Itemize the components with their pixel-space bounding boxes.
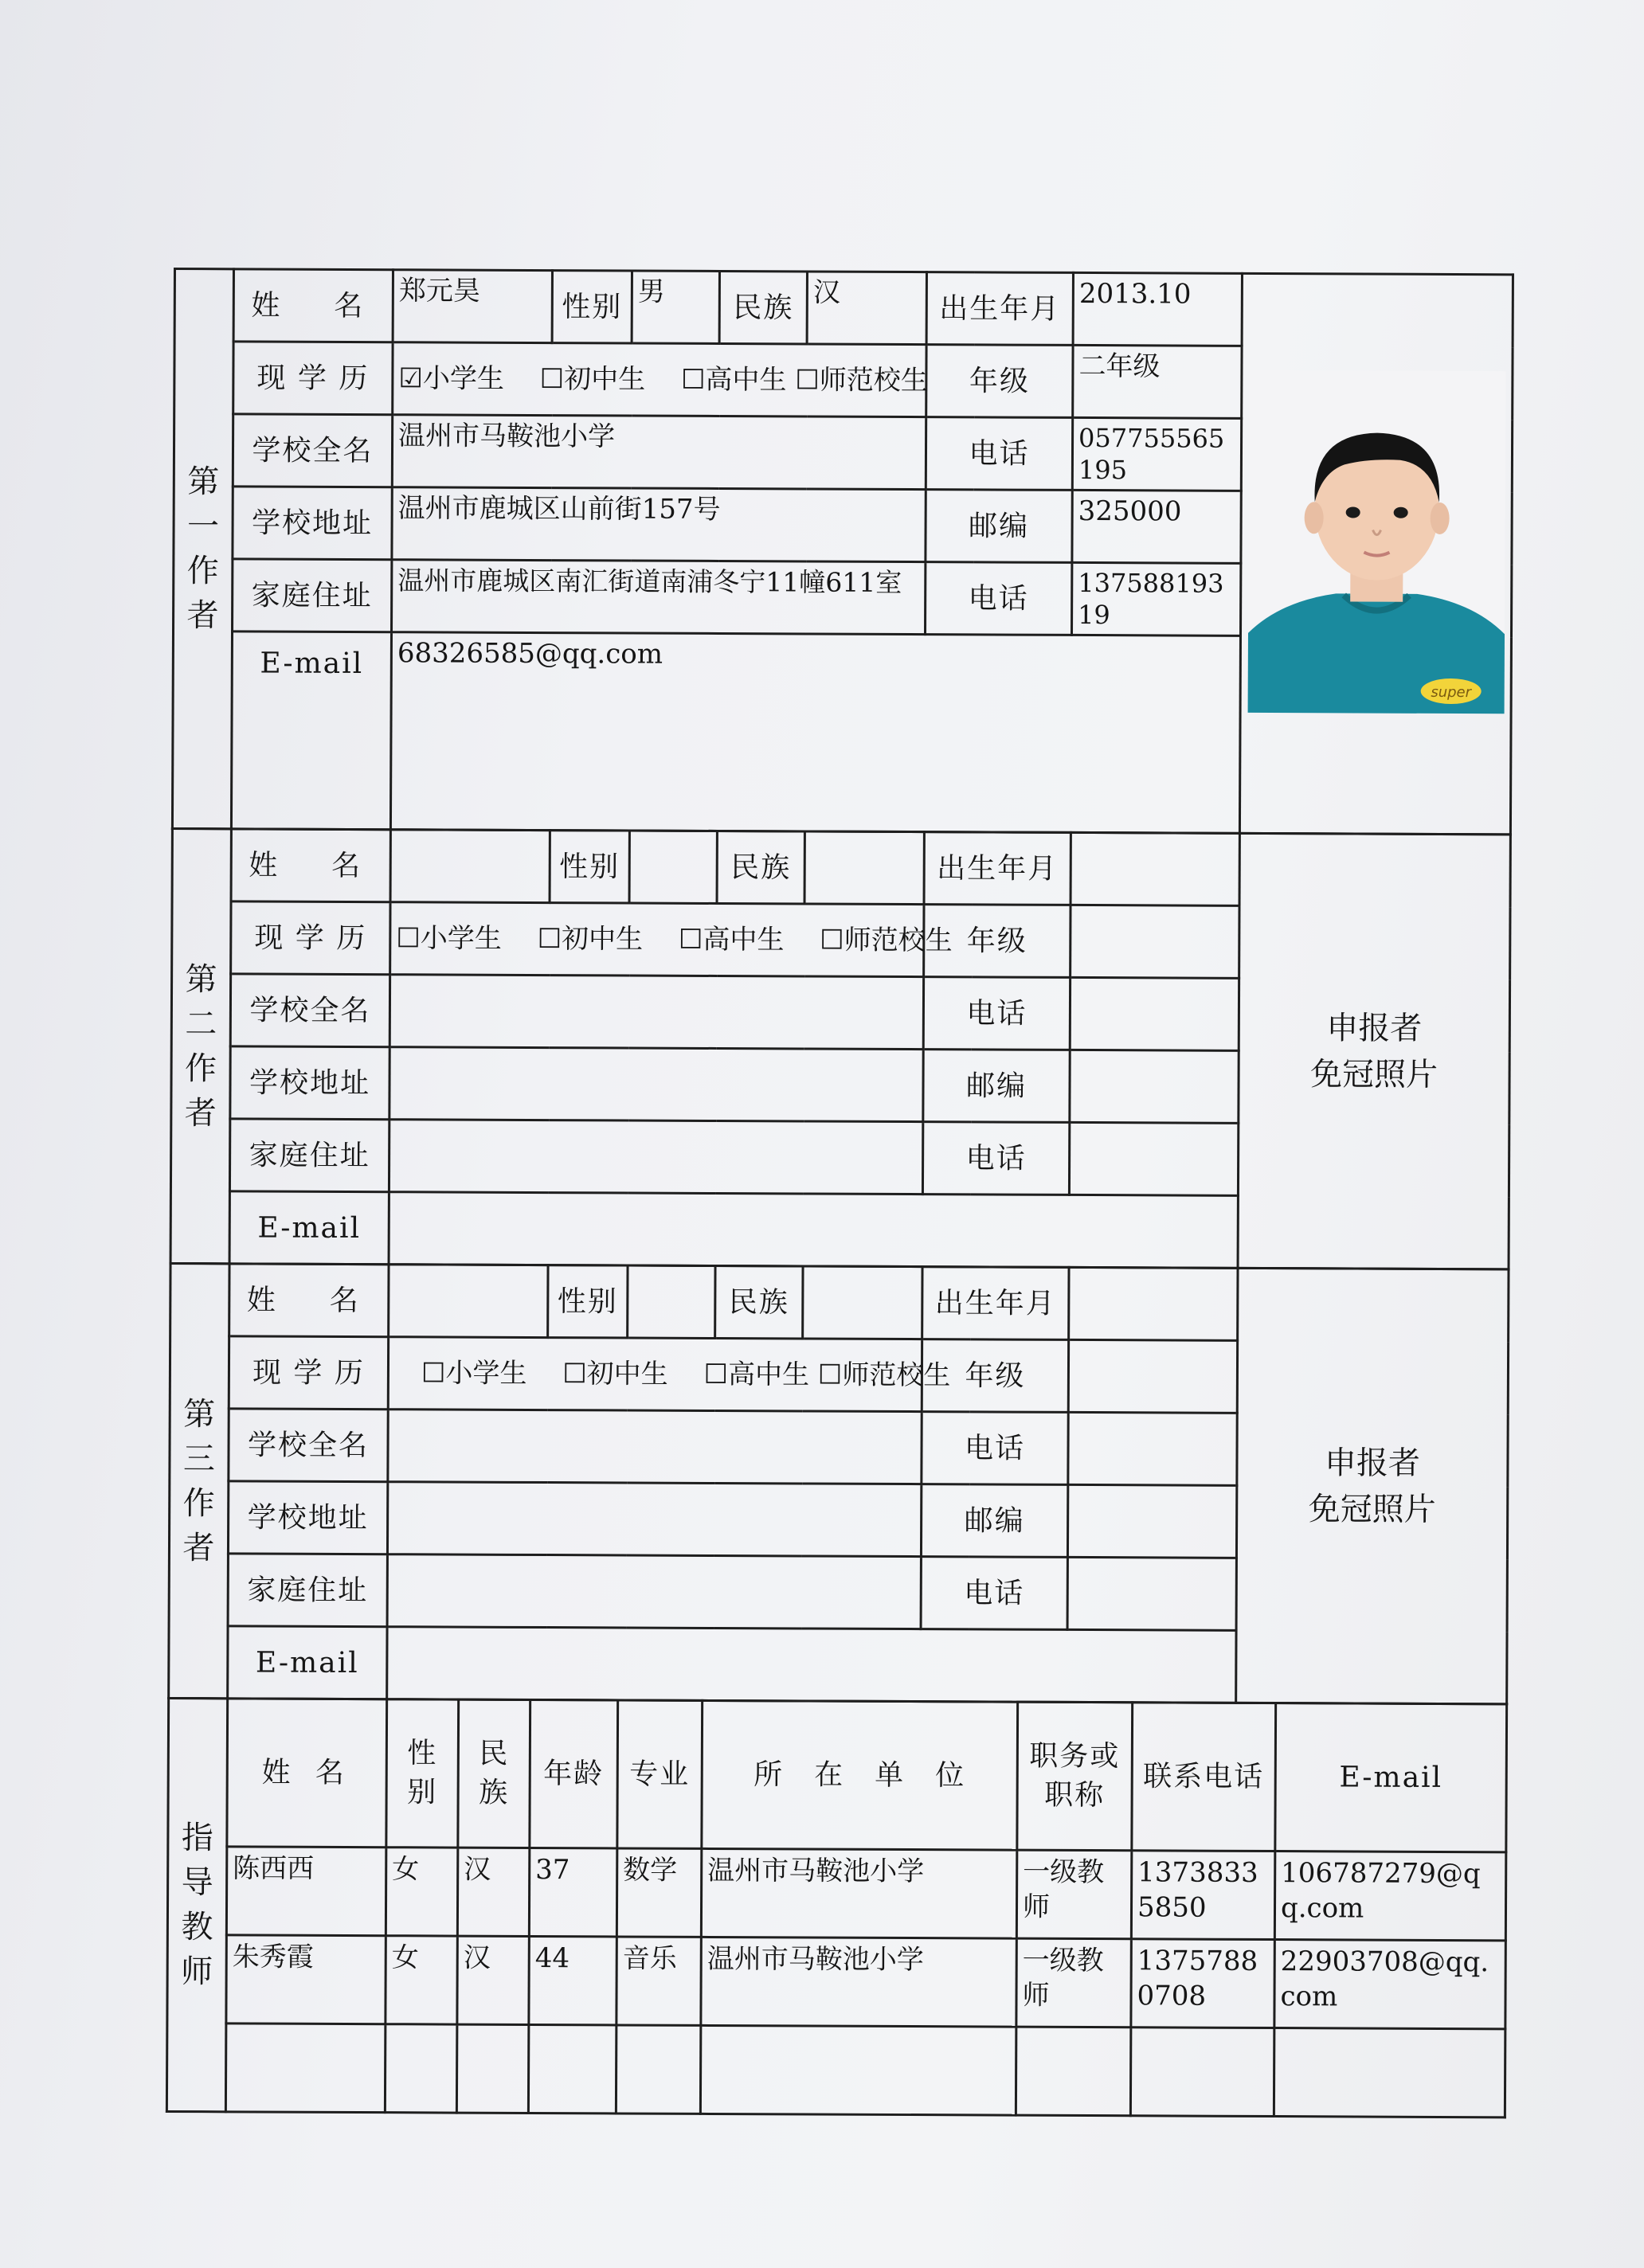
home-phone-value[interactable] (1067, 1557, 1236, 1630)
edu-checkbox-primary[interactable]: ☑小学生 (398, 362, 504, 395)
edu-options (390, 902, 953, 977)
teacher-ethnic[interactable] (456, 2024, 528, 2113)
zip-label: 邮编 (921, 1484, 1067, 1558)
edu-checkbox-junior[interactable]: ☐初中生 (539, 362, 646, 396)
ethnic-value[interactable] (804, 831, 924, 905)
email-value[interactable] (387, 1627, 1236, 1703)
home-address-value[interactable]: 温州市鹿城区南汇街道南浦冬宁11幢611室 (392, 560, 926, 635)
home-address-label: 家庭住址 (233, 559, 392, 632)
teacher-gender[interactable]: 女 (386, 1936, 457, 2024)
ethnic-value[interactable]: 汉 (807, 272, 926, 345)
email-label: E-mail (229, 1191, 389, 1265)
name-label: 姓 名 (229, 1264, 389, 1337)
teacher-phone[interactable]: 13757880708 (1131, 1939, 1274, 2028)
school-address-value[interactable] (389, 1047, 923, 1122)
teacher-name[interactable] (225, 2024, 385, 2113)
teacher-row (167, 1934, 1505, 2028)
edu-checkbox-normal[interactable]: ☐师范校生 (795, 364, 928, 397)
birth-value[interactable] (1069, 1267, 1238, 1340)
teacher-gender-header: 性 别 (386, 1699, 459, 1848)
teacher-gender[interactable]: 女 (386, 1848, 457, 1936)
school-value[interactable]: 温州市马鞍池小学 (392, 415, 926, 490)
edu-checkbox-primary[interactable]: ☐小学生 (396, 921, 502, 955)
teacher-name[interactable]: 陈西西 (226, 1847, 386, 1936)
author-1-photo-cell (1239, 273, 1513, 834)
home-phone-value[interactable] (1069, 1122, 1238, 1195)
teacher-major[interactable] (616, 2025, 700, 2114)
birth-value[interactable] (1071, 832, 1239, 905)
ethnic-label: 民族 (719, 271, 807, 343)
name-label: 姓 名 (231, 829, 390, 902)
teacher-age-header: 年龄 (530, 1699, 618, 1848)
school-address-label: 学校地址 (230, 1046, 389, 1120)
edu-checkbox-normal[interactable]: ☐师范校生 (817, 1359, 951, 1392)
school-address-value[interactable]: 温州市鹿城区山前街157号 (392, 487, 926, 562)
home-address-label: 家庭住址 (229, 1119, 389, 1192)
author-1-title: 第 一 作 者 (172, 269, 233, 829)
ethnic-label: 民族 (717, 831, 804, 903)
name-label: 姓 名 (233, 269, 393, 342)
edu-label: 现 学 历 (233, 342, 393, 415)
author-2-title: 第 二 作 者 (170, 828, 231, 1263)
grade-label: 年级 (924, 905, 1071, 978)
teacher-title-header: 职务或 职称 (1017, 1702, 1133, 1851)
teacher-unit-header: 所 在 单 位 (702, 1700, 1018, 1850)
zip-label: 邮编 (926, 490, 1072, 563)
phone-label: 电话 (926, 417, 1072, 491)
teacher-unit[interactable]: 温州市马鞍池小学 (701, 1848, 1016, 1938)
teacher-row (167, 1846, 1505, 1940)
teacher-age[interactable]: 44 (529, 1936, 616, 2024)
author-2-photo-placeholder: 申报者 免冠照片 (1238, 833, 1510, 1269)
grade-label: 年级 (926, 345, 1073, 418)
teacher-email-header: E-mail (1275, 1703, 1507, 1852)
edu-options (388, 1337, 951, 1412)
zip-value[interactable]: 325000 (1072, 490, 1241, 563)
home-phone-value[interactable]: 13758819319 (1072, 562, 1241, 635)
teacher-email[interactable] (1274, 2028, 1505, 2117)
child-portrait-photo (1247, 370, 1505, 714)
home-phone-label: 电话 (925, 562, 1071, 635)
home-address-value[interactable] (387, 1554, 921, 1629)
teacher-ethnic[interactable]: 汉 (457, 1848, 529, 1936)
edu-options (393, 342, 926, 417)
phone-value[interactable] (1070, 977, 1239, 1050)
phone-label: 电话 (923, 977, 1070, 1050)
gender-value[interactable]: 男 (632, 271, 719, 343)
phone-value[interactable] (1068, 1412, 1237, 1485)
ethnic-label: 民族 (715, 1265, 803, 1338)
teacher-ethnic-header: 民 族 (458, 1699, 530, 1848)
gender-label: 性别 (550, 831, 629, 903)
home-address-value[interactable] (389, 1120, 922, 1195)
teacher-major[interactable]: 音乐 (616, 1937, 701, 2025)
edu-checkbox-normal[interactable]: ☐师范校生 (820, 924, 953, 957)
zip-label: 邮编 (923, 1050, 1070, 1123)
grade-value[interactable] (1071, 905, 1239, 978)
shirt-badge-text: super (1430, 683, 1471, 702)
teacher-major[interactable]: 数学 (616, 1848, 701, 1937)
edu-checkbox-senior[interactable]: ☐高中生 (678, 923, 785, 956)
teacher-name-header: 姓 名 (227, 1699, 387, 1848)
school-label: 学校全名 (230, 974, 389, 1047)
email-value[interactable] (389, 1192, 1238, 1269)
edu-label: 现 学 历 (229, 1336, 388, 1410)
registration-form (166, 268, 1512, 2118)
birth-label: 出生年月 (924, 832, 1071, 905)
grade-value[interactable] (1068, 1339, 1237, 1413)
edu-checkbox-junior[interactable]: ☐初中生 (562, 1357, 668, 1390)
author-3-table (167, 1262, 1509, 1705)
teacher-unit[interactable]: 温州市马鞍池小学 (701, 1937, 1016, 2027)
teacher-gender[interactable] (385, 2024, 456, 2113)
author-3-photo-placeholder: 申报者 免冠照片 (1236, 1268, 1509, 1703)
grade-label: 年级 (922, 1339, 1068, 1413)
school-value[interactable] (388, 1410, 922, 1484)
email-label: E-mail (231, 632, 391, 830)
home-phone-label: 电话 (921, 1557, 1067, 1630)
birth-label: 出生年月 (926, 272, 1073, 346)
teacher-unit[interactable] (700, 2025, 1016, 2115)
edu-checkbox-junior[interactable]: ☐初中生 (537, 922, 644, 956)
author-1-table (171, 268, 1514, 835)
gender-value[interactable] (629, 831, 717, 903)
grade-value[interactable]: 二年级 (1073, 345, 1242, 418)
home-phone-label: 电话 (922, 1122, 1069, 1195)
birth-value[interactable]: 2013.10 (1073, 272, 1242, 346)
school-address-label: 学校地址 (228, 1481, 387, 1554)
edu-checkbox-senior[interactable]: ☐高中生 (703, 1358, 810, 1391)
gender-label: 性别 (552, 271, 632, 343)
teacher-phone[interactable] (1130, 2028, 1274, 2117)
zip-value[interactable] (1070, 1050, 1239, 1123)
school-address-label: 学校地址 (233, 487, 392, 560)
email-label: E-mail (228, 1626, 387, 1699)
teacher-age[interactable] (528, 2024, 616, 2113)
name-value[interactable]: 郑元昊 (393, 270, 552, 343)
name-value[interactable] (389, 1265, 548, 1338)
teachers-title: 指 导 教 师 (166, 1698, 227, 2111)
zip-value[interactable] (1067, 1484, 1236, 1558)
email-value[interactable]: 68326585@qq.com (390, 632, 1240, 834)
author-3-title: 第 三 作 者 (169, 1263, 229, 1698)
edu-label: 现 学 历 (231, 901, 390, 975)
edu-checkbox-senior[interactable]: ☐高中生 (680, 363, 787, 397)
teacher-title[interactable] (1016, 2027, 1130, 2116)
phone-label: 电话 (922, 1412, 1068, 1485)
edu-checkbox-primary[interactable]: ☐小学生 (421, 1357, 527, 1390)
teacher-title[interactable]: 一级教师 (1016, 1850, 1131, 1939)
teacher-phone-header: 联系电话 (1132, 1703, 1276, 1852)
name-value[interactable] (390, 830, 550, 903)
gender-label: 性别 (548, 1265, 628, 1338)
teacher-major-header: 专业 (617, 1700, 703, 1848)
teacher-name[interactable]: 朱秀霞 (226, 1935, 386, 2024)
school-value[interactable] (389, 975, 923, 1050)
home-address-label: 家庭住址 (228, 1554, 387, 1627)
school-label: 学校全名 (233, 414, 392, 487)
birth-label: 出生年月 (922, 1267, 1069, 1340)
teacher-email[interactable]: 106787279@qq.com (1274, 1852, 1505, 1941)
teachers-table (166, 1697, 1508, 2118)
teacher-phone[interactable]: 13738335850 (1131, 1851, 1274, 1940)
teacher-email[interactable]: 22903708@qq.com (1274, 1940, 1505, 2029)
author-2-table (170, 827, 1512, 1270)
teacher-title[interactable]: 一级教师 (1016, 1938, 1131, 2028)
school-label: 学校全名 (229, 1409, 388, 1482)
school-address-value[interactable] (387, 1482, 921, 1557)
teacher-ethnic[interactable]: 汉 (457, 1936, 529, 2024)
ethnic-value[interactable] (803, 1266, 922, 1339)
gender-value[interactable] (628, 1265, 715, 1338)
phone-value[interactable]: 057755565195 (1072, 417, 1241, 491)
teacher-age[interactable]: 37 (529, 1848, 616, 1936)
teacher-row-empty (166, 2023, 1505, 2117)
